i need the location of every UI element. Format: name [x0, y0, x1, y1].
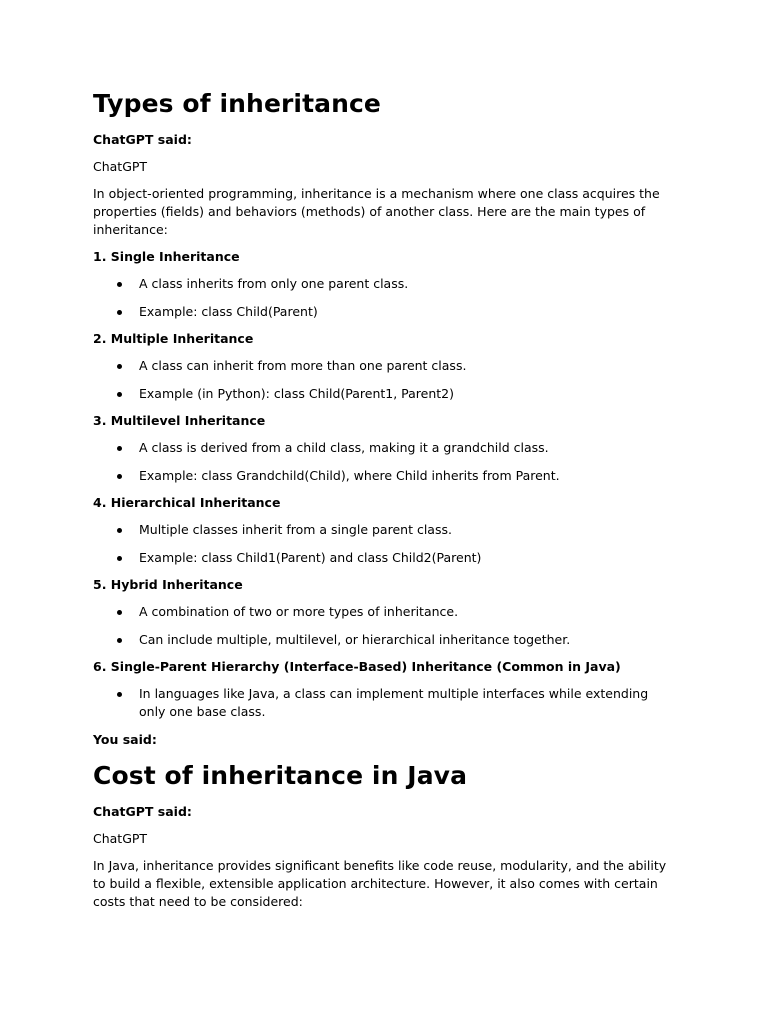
list-item-text: Example (in Python): class Child(Parent1, Parent2): [139, 385, 455, 401]
you-said-label: You said:: [93, 731, 157, 747]
list-item: [93, 439, 668, 457]
bullet-list: [93, 439, 668, 485]
intro-paragraph: In object-oriented programming, inheritance is a mechanism where one class acquires the properties (fields) and behaviors (methods) of another class. Here are the main types of inheritance:: [93, 186, 660, 237]
list-item: [93, 385, 668, 403]
list-item: [93, 521, 668, 539]
section-title: Cost of inheritance in Java: [93, 760, 468, 790]
bullet-icon: [117, 610, 122, 615]
list-item-text: In languages like Java, a class can implement multiple interfaces while extending only one base class.: [139, 686, 649, 719]
bullet-icon: [117, 310, 122, 315]
list-item-text: Example: class Child(Parent): [139, 303, 318, 319]
speaker-name: ChatGPT: [93, 830, 148, 846]
bullet-icon: [117, 474, 122, 479]
speaker-name: ChatGPT: [93, 159, 148, 174]
list-item: [93, 685, 668, 721]
bullet-icon: [117, 556, 122, 561]
list-item: [93, 467, 668, 485]
list-item: [93, 631, 668, 649]
bullet-icon: [117, 692, 122, 697]
bullet-icon: [117, 446, 122, 451]
bullet-icon: [117, 638, 122, 643]
bullet-list: [93, 685, 668, 721]
bullet-list: [93, 521, 668, 567]
list-item-text: Example: class Child1(Parent) and class Child2(Parent): [139, 549, 482, 565]
list-item: [93, 603, 668, 621]
list-item: [93, 303, 668, 321]
bullet-icon: [117, 528, 122, 533]
list-item-text: A combination of two or more types of inheritance.: [139, 604, 459, 619]
bullet-icon: [117, 364, 122, 369]
list-item: [93, 549, 668, 567]
bullet-icon: [117, 392, 122, 397]
bullet-list: [93, 603, 668, 649]
bullet-icon: [117, 282, 122, 287]
section-heading-multiple: 2. Multiple Inheritance: [93, 331, 254, 346]
list-item-text: Can include multiple, multilevel, or hierarchical inheritance together.: [139, 631, 571, 647]
speaker-label: ChatGPT said:: [93, 132, 192, 147]
list-item: [93, 275, 668, 293]
section-heading-multilevel: 3. Multilevel Inheritance: [93, 413, 266, 428]
speaker-label: ChatGPT said:: [93, 803, 192, 819]
page-title: Types of inheritance: [93, 89, 381, 118]
intro-paragraph: In Java, inheritance provides significant benefits like code reuse, modularity, and the ability to build a flexible, extensible application architecture. However, it also comes with certain costs that need to be considered:: [93, 857, 667, 909]
bullet-list: [93, 275, 668, 321]
section-heading-hybrid: 5. Hybrid Inheritance: [93, 577, 243, 592]
list-item-text: Multiple classes inherit from a single parent class.: [139, 522, 452, 537]
list-item-text: A class inherits from only one parent class.: [139, 276, 409, 291]
section-heading-single: 1. Single Inheritance: [93, 249, 240, 264]
list-item-text: A class is derived from a child class, making it a grandchild class.: [139, 440, 549, 455]
section-heading-interface: 6. Single-Parent Hierarchy (Interface-Based) Inheritance (Common in Java): [93, 659, 621, 674]
bullet-list: [93, 357, 668, 403]
document-page: [93, 86, 668, 920]
section-heading-hierarchical: 4. Hierarchical Inheritance: [93, 495, 281, 510]
list-item: [93, 357, 668, 375]
list-item-text: A class can inherit from more than one parent class.: [139, 358, 467, 373]
list-item-text: Example: class Grandchild(Child), where Child inherits from Parent.: [139, 467, 560, 483]
